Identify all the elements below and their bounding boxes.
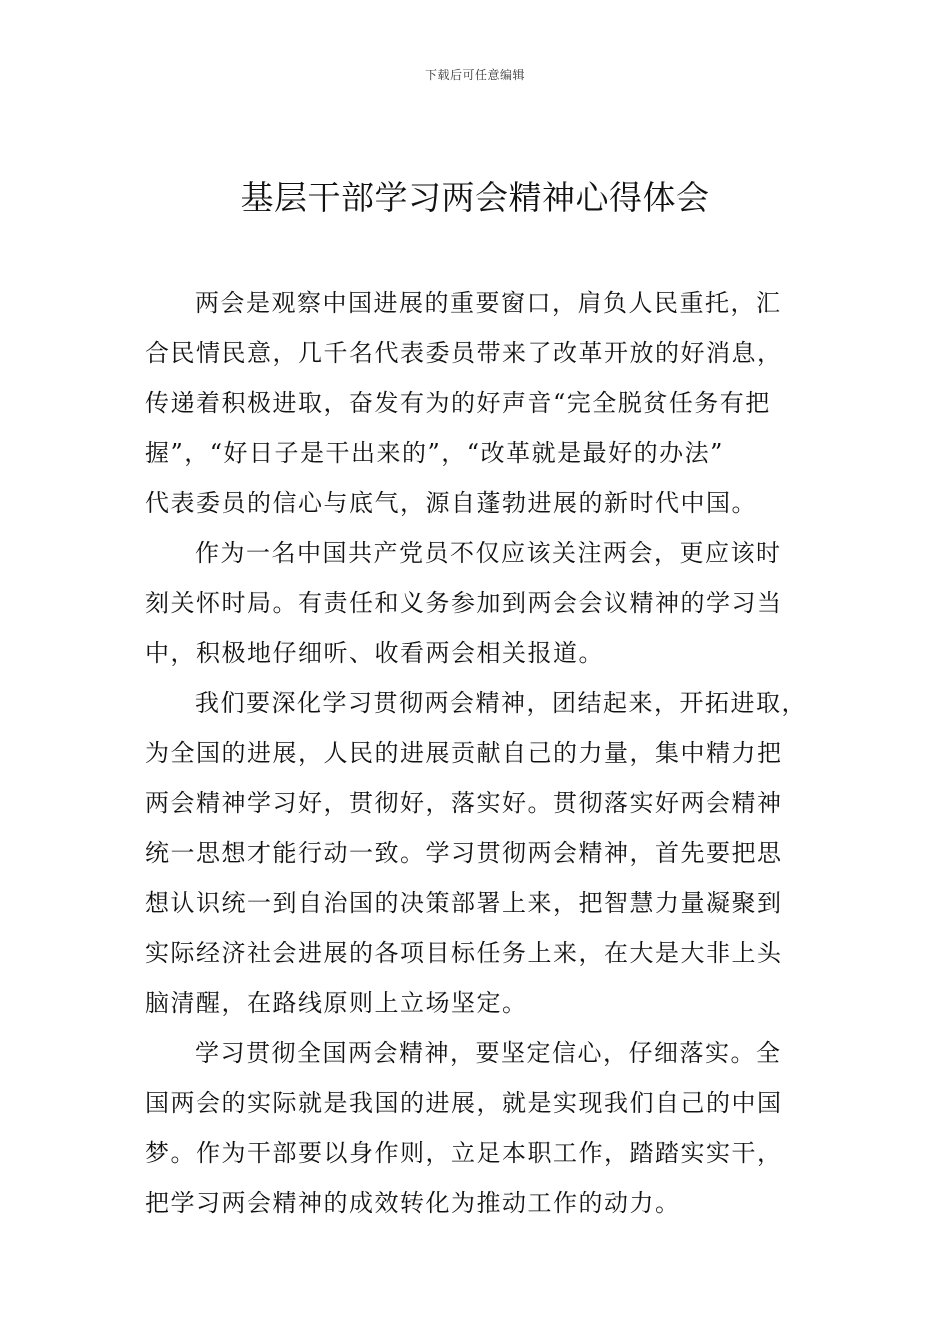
paragraph-line: 我们要深化学习贯彻两会精神，团结起来，开拓进取， [195, 689, 807, 717]
paragraph-line: 传递着积极进取，奋发有为的好声音“完全脱贫任务有把 [145, 389, 771, 417]
paragraph-line: 两会是观察中国进展的重要窗口，肩负人民重托，汇 [195, 289, 782, 317]
paragraph-1 [145, 278, 835, 528]
paragraph-line: 握”，“好日子是干出来的”，“改革就是最好的办法” [145, 439, 724, 467]
document-title: 基层干部学习两会精神心得体会 [240, 178, 710, 217]
paragraph-line: 刻关怀时局。有责任和义务参加到两会会议精神的学习当 [145, 589, 783, 617]
paragraph-line: 把学习两会精神的成效转化为推动工作的动力。 [145, 1189, 681, 1217]
paragraph-line: 作为一名中国共产党员不仅应该关注两会，更应该时 [195, 539, 782, 567]
paragraph-line: 代表委员的信心与底气，源自蓬勃进展的新时代中国。 [145, 489, 757, 517]
paragraph-line: 学习贯彻全国两会精神，要坚定信心，仔细落实。全 [195, 1039, 782, 1067]
paragraph-2 [145, 528, 835, 678]
paragraph-line: 统一思想才能行动一致。学习贯彻两会精神，首先要把思 [145, 839, 783, 867]
paragraph-3 [145, 678, 835, 1028]
paragraph-line: 两会精神学习好，贯彻好，落实好。贯彻落实好两会精神 [145, 789, 783, 817]
paragraph-line: 合民情民意，几千名代表委员带来了改革开放的好消息， [145, 339, 783, 367]
paragraph-line: 想认识统一到自治国的决策部署上来，把智慧力量凝聚到 [145, 889, 783, 917]
paragraph-line: 中，积极地仔细听、收看两会相关报道。 [145, 639, 604, 667]
paragraph-line: 实际经济社会进展的各项目标任务上来，在大是大非上头 [145, 939, 783, 967]
document-body [145, 278, 835, 1228]
header-note: 下载后可任意编辑 [424, 68, 525, 82]
paragraph-4 [145, 1028, 835, 1228]
paragraph-line: 为全国的进展，人民的进展贡献自己的力量，集中精力把 [145, 739, 783, 767]
paragraph-line: 国两会的实际就是我国的进展，就是实现我们自己的中国 [145, 1089, 783, 1117]
paragraph-line: 脑清醒，在路线原则上立场坚定。 [145, 989, 528, 1017]
paragraph-line: 梦。作为干部要以身作则，立足本职工作，踏踏实实干， [145, 1139, 783, 1167]
